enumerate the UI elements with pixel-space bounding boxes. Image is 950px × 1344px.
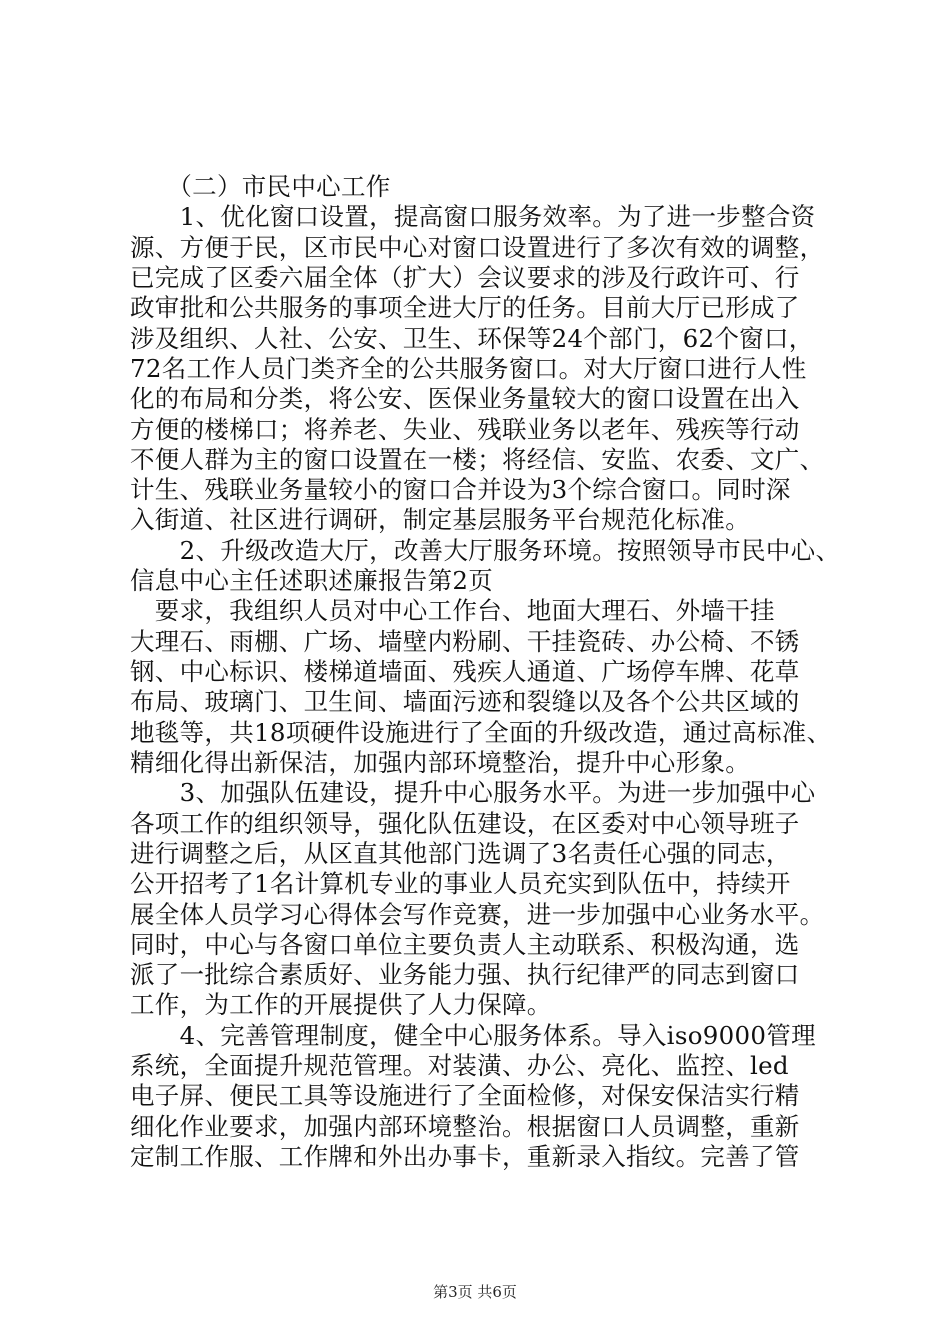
paragraph-line: 源、方便于民，区市民中心对窗口设置进行了多次有效的调整， — [130, 233, 825, 262]
paragraph-line: 公开招考了1名计算机专业的事业人员充实到队伍中，持续开 — [130, 869, 791, 898]
paragraph-line: 同时，中心与各窗口单位主要负责人主动联系、积极沟通，选 — [130, 930, 800, 959]
paragraph-line: 电子屏、便民工具等设施进行了全面检修，对保安保洁实行精 — [130, 1081, 800, 1110]
paragraph-line: 4、完善管理制度，健全中心服务体系。导入iso9000管理 — [130, 1021, 816, 1050]
paragraph-line: 进行调整之后，从区直其他部门选调了3名责任心强的同志， — [130, 839, 791, 868]
paragraph-line: 布局、玻璃门、卫生间、墙面污迹和裂缝以及各个公共区域的 — [130, 687, 800, 716]
paragraph-line: 3、加强队伍建设，提升中心服务水平。为进一步加强中心 — [130, 778, 816, 807]
paragraph-line: 1、优化窗口设置，提高窗口服务效率。为了进一步整合资 — [130, 202, 816, 231]
paragraph-line: 涉及组织、人社、公安、卫生、环保等24个部门，62个窗口， — [130, 324, 814, 353]
paragraph-line: 展全体人员学习心得体会写作竞赛，进一步加强中心业务水平。 — [130, 900, 825, 929]
paragraph-line: 各项工作的组织领导，强化队伍建设，在区委对中心领导班子 — [130, 809, 800, 838]
paragraph-line: 钢、中心标识、楼梯道墙面、残疾人通道、广场停车牌、花草 — [130, 657, 800, 686]
paragraph-line: 要求，我组织人员对中心工作台、地面大理石、外墙干挂 — [130, 596, 775, 625]
paragraph-line: 工作，为工作的开展提供了人力保障。 — [130, 990, 552, 1019]
paragraph-line: 化的布局和分类，将公安、医保业务量较大的窗口设置在出入 — [130, 384, 800, 413]
paragraph-line: 已完成了区委六届全体（扩大）会议要求的涉及行政许可、行 — [130, 263, 800, 292]
paragraph-line: 政审批和公共服务的事项全进大厅的任务。目前大厅已形成了 — [130, 293, 800, 322]
paragraph-line: 计生、残联业务量较小的窗口合并设为3个综合窗口。同时深 — [130, 475, 791, 504]
paragraph-line: 方便的楼梯口；将养老、失业、残联业务以老年、残疾等行动 — [130, 415, 800, 444]
paragraph-line: 定制工作服、工作牌和外出办事卡，重新录入指纹。完善了管 — [130, 1142, 800, 1171]
paragraph-line: 大理石、雨棚、广场、墙壁内粉刷、干挂瓷砖、办公椅、不锈 — [130, 627, 800, 656]
paragraph-line: 精细化得出新保洁，加强内部环境整治，提升中心形象。 — [130, 748, 750, 777]
section-heading: （二）市民中心工作 — [130, 172, 391, 201]
paragraph-line: 系统，全面提升规范管理。对装潢、办公、亮化、监控、led — [130, 1051, 789, 1080]
paragraph-line: 派了一批综合素质好、业务能力强、执行纪律严的同志到窗口 — [130, 960, 800, 989]
paragraph-line: 信息中心主任述职述廉报告第2页 — [130, 566, 494, 595]
page-footer: 第3页 共6页 — [433, 1283, 517, 1301]
paragraph-line: 入街道、社区进行调研，制定基层服务平台规范化标准。 — [130, 505, 750, 534]
paragraph-line: 不便人群为主的窗口设置在一楼；将经信、安监、农委、文广、 — [130, 445, 825, 474]
paragraph-line: 72名工作人员门类齐全的公共服务窗口。对大厅窗口进行人性 — [130, 354, 807, 383]
paragraph-line: 2、升级改造大厅，改善大厅服务环境。按照领导市民中心、 — [130, 536, 841, 565]
paragraph-line: 地毯等，共18项硬件设施进行了全面的升级改造，通过高标准、 — [130, 718, 832, 747]
paragraph-line: 细化作业要求，加强内部环境整治。根据窗口人员调整，重新 — [130, 1112, 800, 1141]
